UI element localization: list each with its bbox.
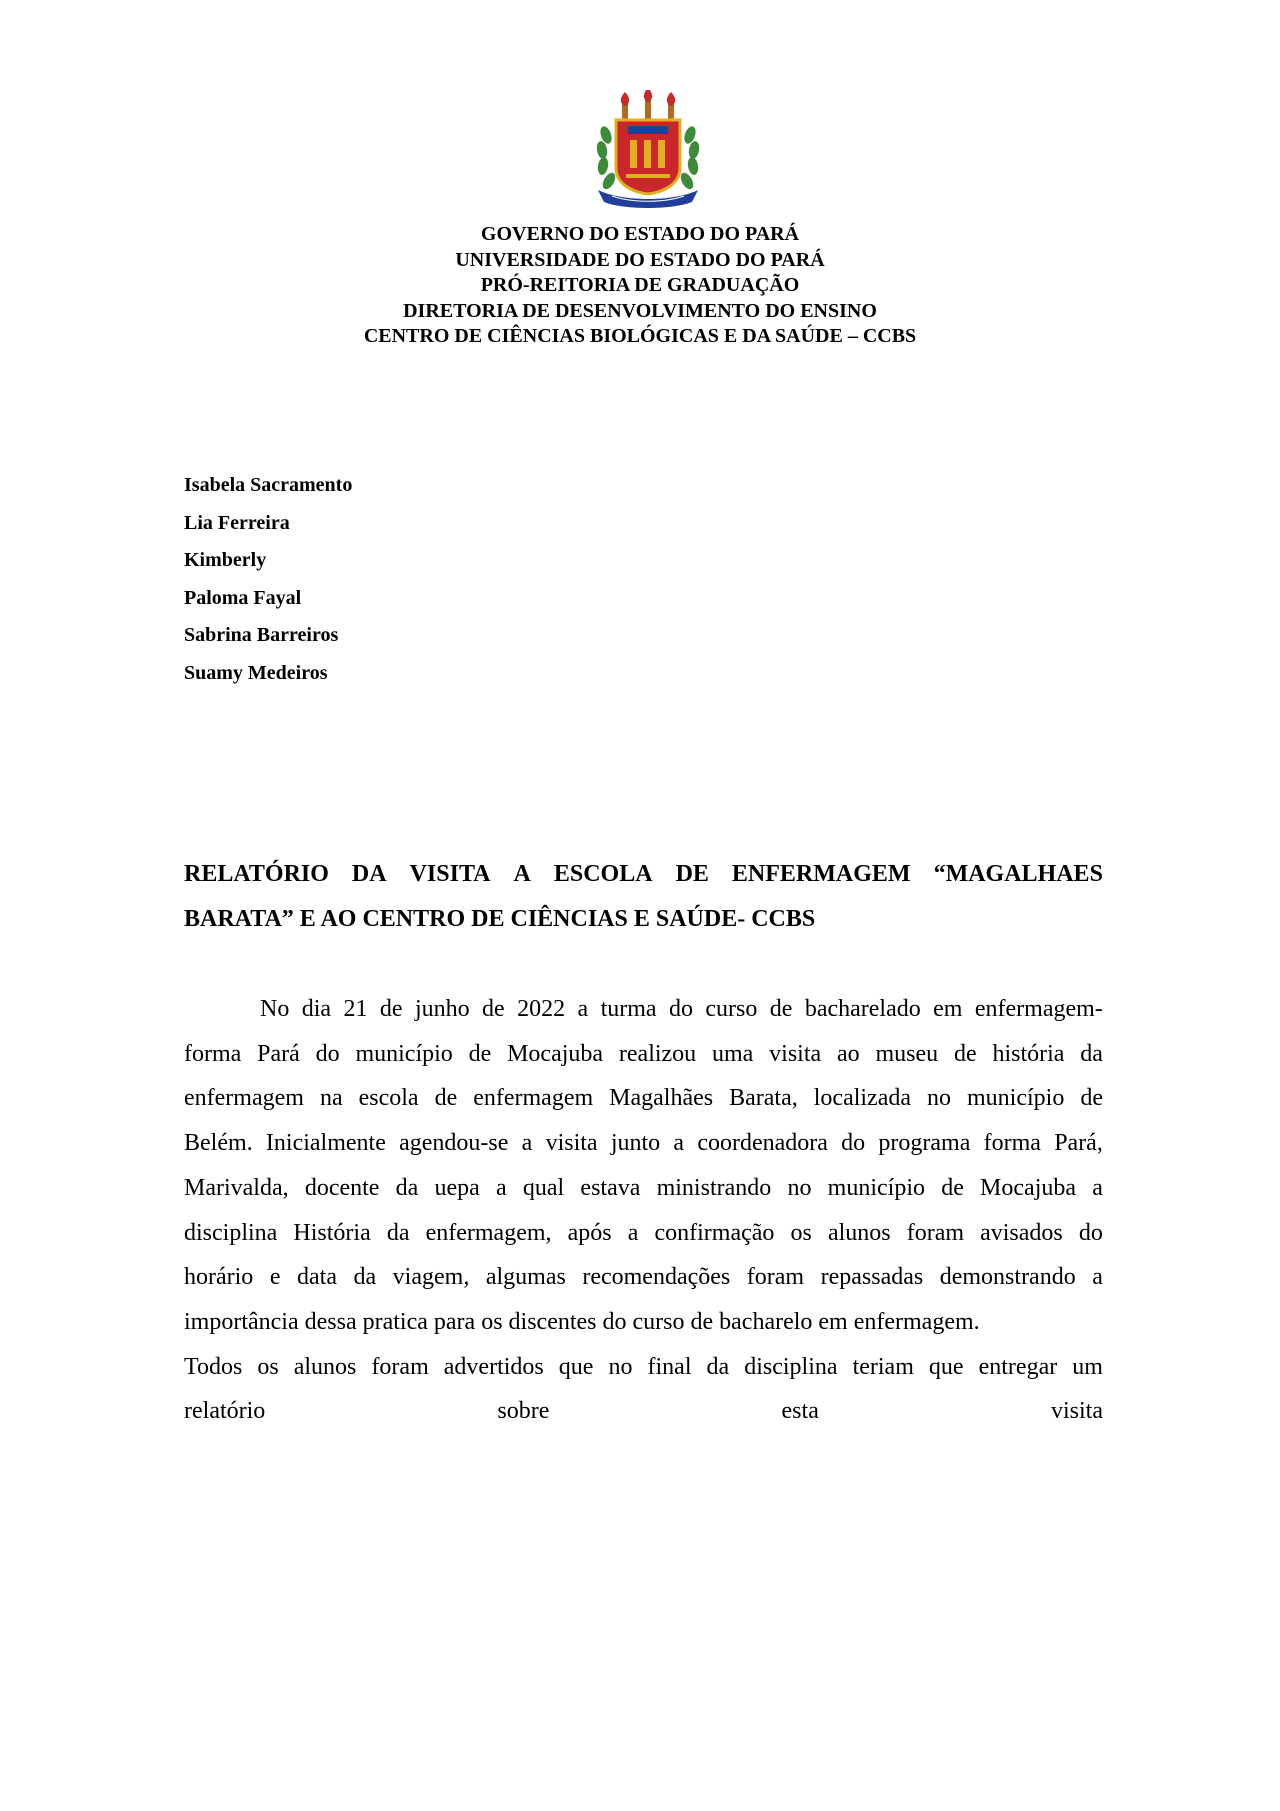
body-word: alunos (827, 1219, 891, 1246)
author-name: Suamy Medeiros (184, 661, 328, 684)
body-word: enfermagem, (425, 1219, 552, 1246)
body-line (184, 1300, 1103, 1345)
body-word: visita (1050, 1398, 1103, 1425)
body-word: confirmação (654, 1219, 775, 1246)
body-word: do (668, 996, 693, 1022)
body-word: a (577, 996, 589, 1022)
body-word: coordenadora (697, 1130, 828, 1157)
body-word: viagem, (392, 1264, 470, 1291)
body-word: um (1072, 1353, 1103, 1380)
body-word: foram (906, 1219, 965, 1246)
body-word: visita (545, 1130, 598, 1157)
body-word: 21 (343, 996, 368, 1022)
title-word: RELATÓRIO (184, 861, 329, 887)
body-word: a (627, 1219, 639, 1246)
body-word: da (706, 1353, 730, 1380)
body-word: de (941, 1174, 964, 1201)
body-word: enfermagem (473, 1085, 594, 1112)
body-word: importância dessa pratica para os discentes do curso de bacharelo em enfermagem. (184, 1308, 980, 1335)
body-word: de (1080, 1085, 1103, 1112)
body-word: Inicialmente (265, 1130, 386, 1157)
body-word: teriam (852, 1353, 914, 1380)
title-word: “MAGALHAES (933, 861, 1103, 887)
body-word: os (257, 1353, 279, 1380)
body-word: estava (580, 1174, 641, 1201)
body-line (184, 1166, 1103, 1211)
body-word: horário (184, 1264, 254, 1291)
body-word: agendou-se (399, 1130, 509, 1157)
body-word: no (787, 1174, 812, 1201)
body-word: disciplina (744, 1353, 838, 1380)
body-line (184, 987, 1103, 1032)
body-word: na (319, 1085, 343, 1112)
body-word: enfermagem (184, 1085, 304, 1112)
body-word: no (608, 1353, 633, 1380)
body-word: no (927, 1085, 952, 1112)
author-name: Lia Ferreira (184, 511, 290, 534)
title-word: ENFERMAGEM (731, 861, 911, 887)
body-word: de (482, 996, 505, 1022)
header-line-center: CENTRO DE CIÊNCIAS BIOLÓGICAS E DA SAÚDE – CCBS (363, 325, 917, 347)
body-word: uma (712, 1040, 754, 1067)
body-word: de (953, 1040, 977, 1067)
laurel-right (678, 125, 700, 191)
title-word: DE (675, 861, 709, 887)
author-name: Paloma Fayal (184, 586, 302, 609)
body-word: e (269, 1264, 281, 1291)
body-word: a (1092, 1264, 1103, 1291)
body-word: de (434, 1085, 458, 1112)
body-line (184, 1211, 1103, 1256)
institution-header (140, 222, 1140, 350)
body-word: curso (705, 996, 758, 1022)
body-word: do (841, 1130, 866, 1157)
body-line (184, 1076, 1103, 1121)
body-word: História (293, 1219, 371, 1246)
body-word: forma (184, 1040, 242, 1067)
body-line (184, 1389, 1103, 1434)
author-name: Kimberly (184, 549, 267, 571)
body-word: que (558, 1353, 594, 1380)
body-word: visita (769, 1040, 822, 1067)
author-name: Isabela Sacramento (184, 474, 353, 496)
body-word: junho (414, 996, 470, 1022)
body-word: esta (781, 1398, 819, 1425)
body-word: final (647, 1353, 692, 1380)
body-word: avisados (980, 1219, 1063, 1246)
body-word: os (790, 1219, 812, 1246)
body-word: disciplina (184, 1219, 278, 1246)
body-word: data (297, 1264, 337, 1291)
body-word: sobre (497, 1398, 550, 1425)
body-word: ministrando (656, 1174, 772, 1201)
body-word: docente (304, 1174, 380, 1201)
body-word: Todos (184, 1353, 243, 1380)
body-word: município (355, 1040, 453, 1067)
body-word: Barata, (729, 1085, 798, 1112)
body-word: alunos (293, 1353, 357, 1380)
header-line-pro-rectorate: PRÓ-REITORIA DE GRADUAÇÃO (480, 274, 800, 296)
body-line (184, 1255, 1103, 1300)
body-word: foram (371, 1353, 429, 1380)
body-word: junto (610, 1130, 661, 1157)
body-word: da (1080, 1040, 1103, 1067)
shield (616, 120, 680, 194)
body-word: município (827, 1174, 925, 1201)
body-word: que (928, 1353, 964, 1380)
report-title-line-1 (184, 852, 1103, 897)
body-word: município (967, 1085, 1065, 1112)
body-word: localizada (813, 1085, 912, 1112)
body-word: museu (875, 1040, 939, 1067)
body-line (184, 1345, 1103, 1390)
header-line-university: UNIVERSIDADE DO ESTADO DO PARÁ (455, 248, 825, 271)
body-word: uepa (434, 1174, 480, 1201)
body-line (184, 1121, 1103, 1166)
body-word: Mocajuba (507, 1040, 604, 1067)
body-word: Belém. (184, 1130, 253, 1157)
body-word: Mocajuba (980, 1174, 1077, 1201)
body-word: advertidos (443, 1353, 544, 1380)
body-word: da (386, 1219, 410, 1246)
body-word: Pará (257, 1040, 300, 1067)
body-word: escola (358, 1085, 419, 1112)
body-word: de (769, 996, 793, 1022)
title-word: VISITA (409, 861, 491, 887)
body-word: a (496, 1174, 507, 1201)
author-name: Sabrina Barreiros (184, 624, 339, 646)
title-word: ESCOLA (553, 861, 653, 887)
body-word: do (315, 1040, 340, 1067)
title-word: A (513, 861, 531, 887)
body-word: a (673, 1130, 685, 1157)
body-word: demonstrando (939, 1264, 1076, 1291)
body-word: algumas (485, 1264, 566, 1291)
laurel-left (596, 125, 618, 191)
body-word: bacharelado (804, 996, 921, 1022)
body-word: entregar (978, 1353, 1058, 1380)
author-list (184, 472, 352, 697)
body-word: Magalhães (609, 1085, 714, 1112)
body-word: Pará, (1054, 1130, 1103, 1157)
body-word: Marivalda, (184, 1174, 289, 1201)
body-word: de (468, 1040, 492, 1067)
body-word: a (521, 1130, 533, 1157)
body-word: enfermagem- (974, 996, 1103, 1022)
report-body-paragraph (184, 987, 1103, 1434)
report-title-line-2: BARATA” E AO CENTRO DE CIÊNCIAS E SAÚDE- CCBS (184, 906, 816, 932)
body-word: ao (837, 1040, 860, 1067)
body-word: após (567, 1219, 612, 1246)
body-word: repassadas (820, 1264, 924, 1291)
body-word: da (353, 1264, 377, 1291)
header-line-government: GOVERNO DO ESTADO DO PARÁ (480, 223, 800, 245)
body-word: 2022 (517, 996, 566, 1022)
body-word: qual (522, 1174, 565, 1201)
body-word: da (395, 1174, 419, 1201)
body-word: programa (878, 1130, 971, 1157)
body-word: forma (983, 1130, 1041, 1157)
title-word: DA (351, 861, 387, 887)
body-word: foram (746, 1264, 805, 1291)
body-word: No (260, 996, 290, 1022)
body-word: relatório (184, 1398, 266, 1425)
body-word: dia (301, 996, 332, 1022)
body-word: turma (600, 996, 657, 1022)
body-word: de (379, 996, 403, 1022)
body-word: história (992, 1040, 1065, 1067)
body-word: em (933, 996, 963, 1022)
body-word: a (1092, 1174, 1103, 1201)
body-word: realizou (618, 1040, 697, 1067)
uepa-coat-of-arms-logo (592, 90, 704, 210)
body-line (184, 1032, 1103, 1077)
body-word: do (1078, 1219, 1103, 1246)
body-word: recomendações (582, 1264, 731, 1291)
header-line-directorate: DIRETORIA DE DESENVOLVIMENTO DO ENSINO (403, 299, 877, 322)
report-title (184, 852, 1103, 942)
